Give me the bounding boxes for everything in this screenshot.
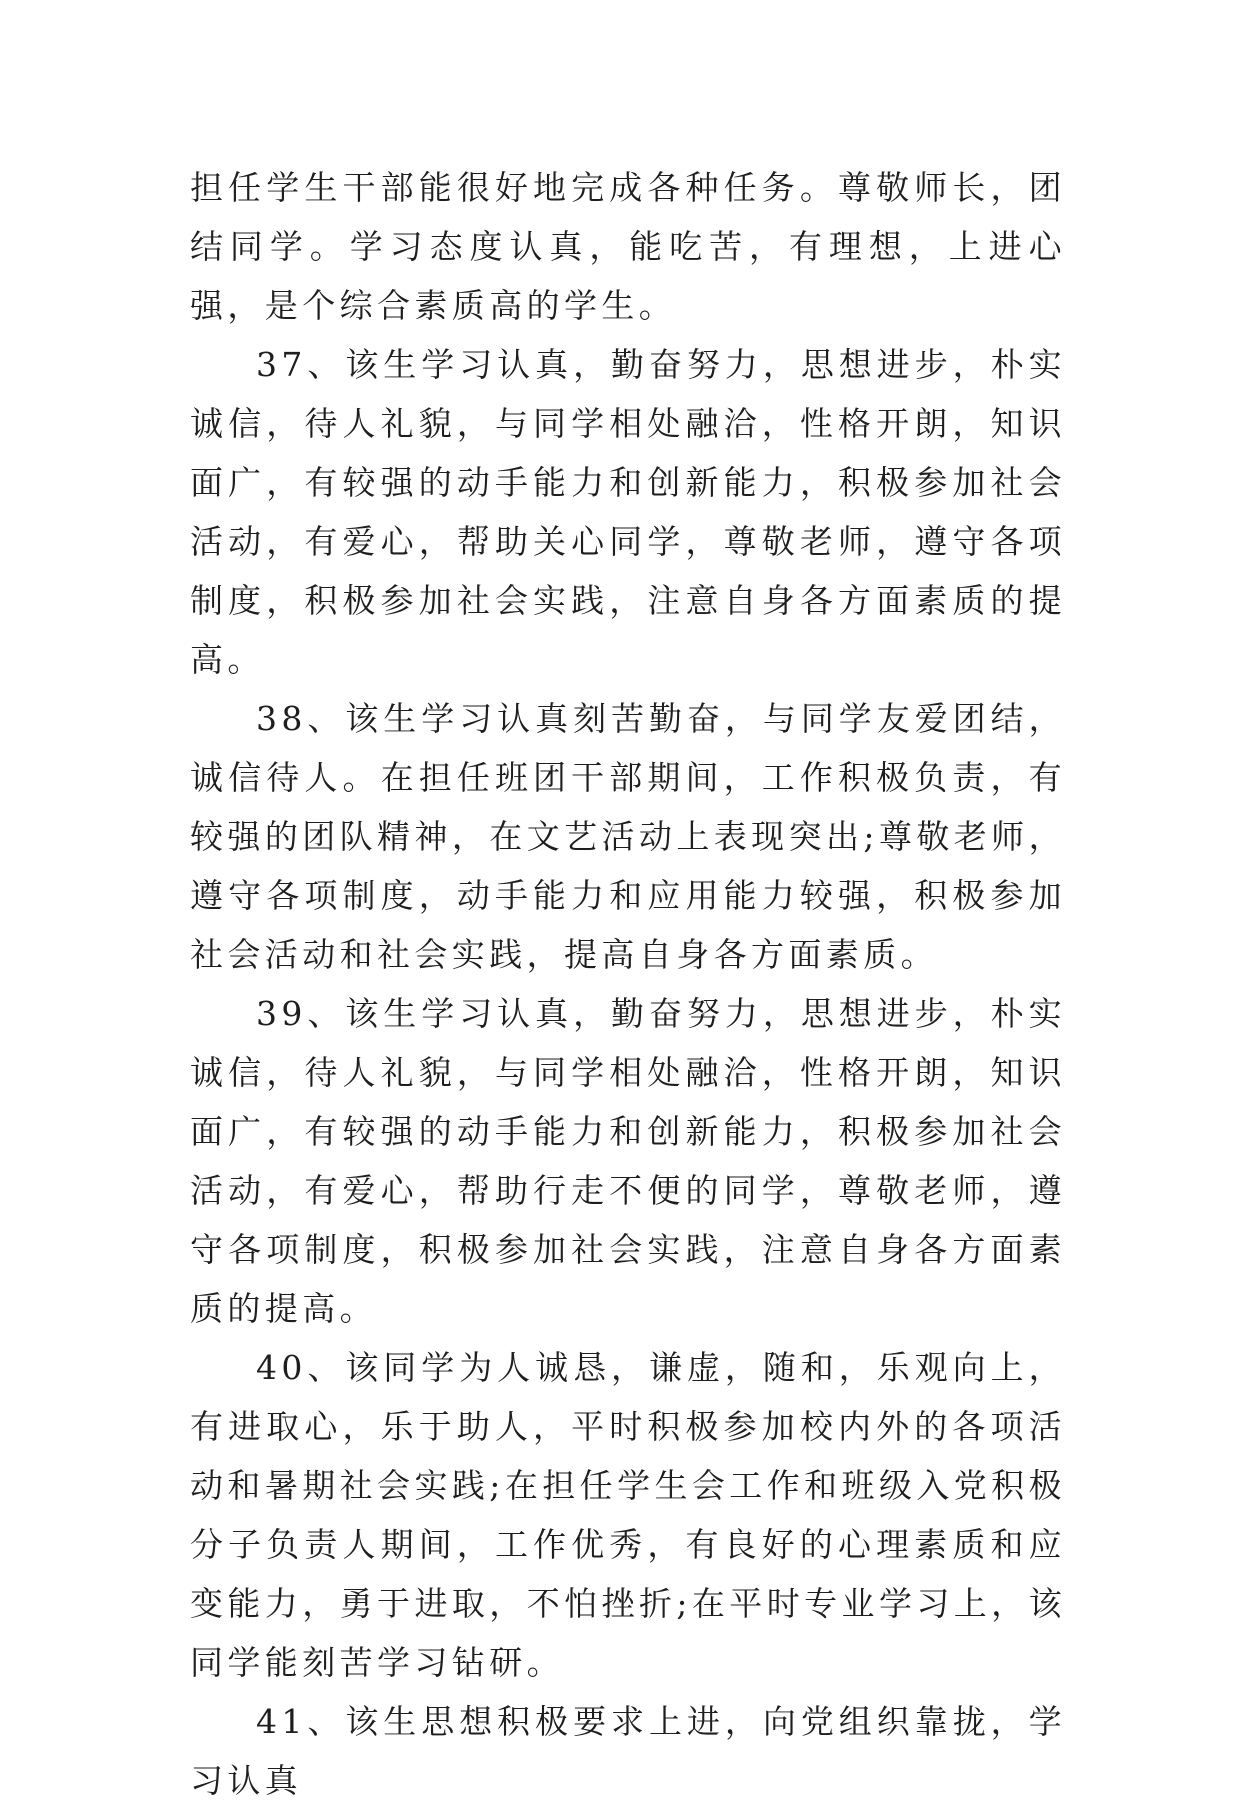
document-body <box>190 158 1066 1810</box>
paragraph-continued: 担任学生干部能很好地完成各种任务。尊敬师长，团结同学。学习态度认真，能吃苦，有理想，上进心强，是个综合素质高的学生。 <box>190 168 1066 325</box>
paragraph-39: 39、该生学习认真，勤奋努力，思想进步，朴实诚信，待人礼貌，与同学相处融洽，性格开朗，知识面广，有较强的动手能力和创新能力，积极参加社会活动，有爱心，帮助行走不便的同学，尊敬老师，遵守各项制度，积极参加社会实践，注意自身各方面素质的提高。 <box>190 994 1066 1328</box>
paragraph-41: 41、该生思想积极要求上进，向党组织靠拢，学习认真 <box>190 1702 1066 1800</box>
paragraph-38: 38、该生学习认真刻苦勤奋，与同学友爱团结，诚信待人。在担任班团干部期间，工作积极负责，有较强的团队精神，在文艺活动上表现突出;尊敬老师，遵守各项制度，动手能力和应用能力较强，积极参加社会活动和社会实践，提高自身各方面素质。 <box>190 699 1066 974</box>
paragraph-40: 40、该同学为人诚恳，谦虚，随和，乐观向上，有进取心，乐于助人，平时积极参加校内外的各项活动和暑期社会实践;在担任学生会工作和班级入党积极分子负责人期间，工作优秀，有良好的心理素质和应变能力，勇于进取，不怕挫折;在平时专业学习上，该同学能刻苦学习钻研。 <box>190 1348 1066 1682</box>
paragraph-37: 37、该生学习认真，勤奋努力，思想进步，朴实诚信，待人礼貌，与同学相处融洽，性格开朗，知识面广，有较强的动手能力和创新能力，积极参加社会活动，有爱心，帮助关心同学，尊敬老师，遵守各项制度，积极参加社会实践，注意自身各方面素质的提高。 <box>190 345 1066 679</box>
